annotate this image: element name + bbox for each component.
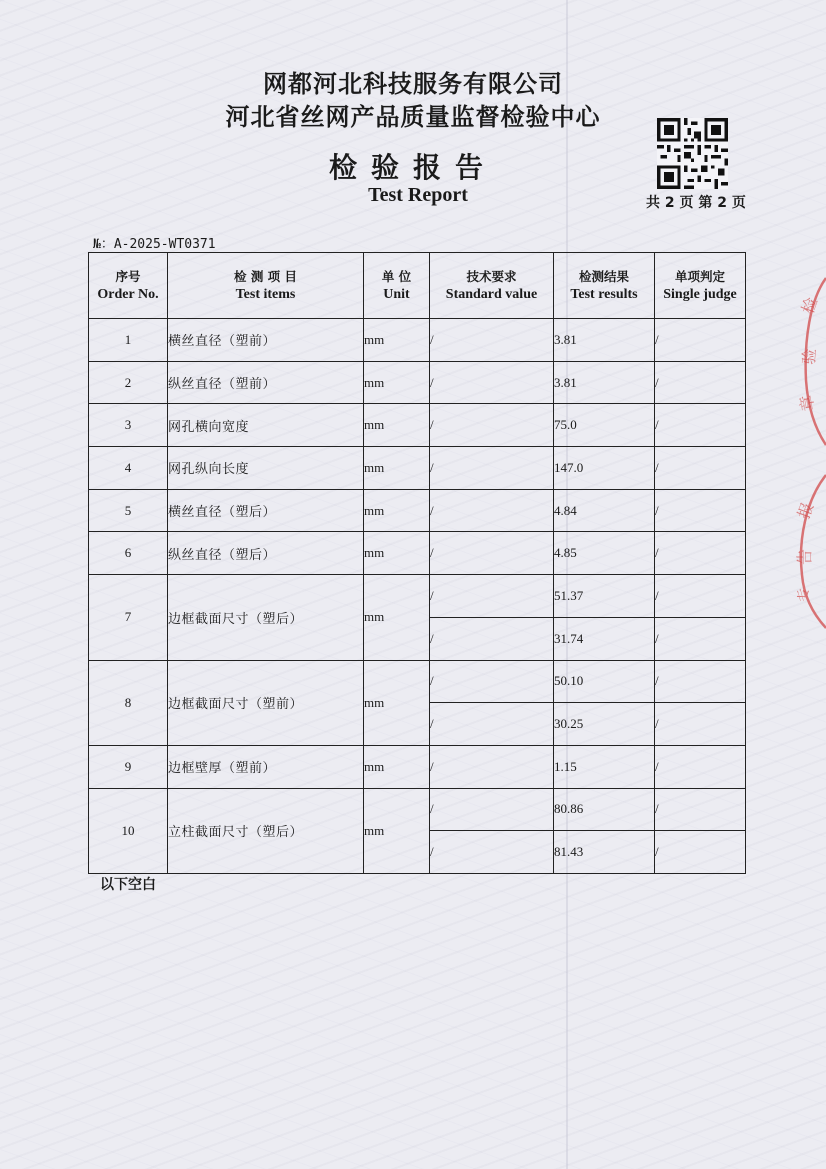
row-test-result: 75.0 xyxy=(554,404,655,447)
row-unit: mm xyxy=(364,319,430,362)
row-single-judge: / xyxy=(655,404,746,447)
row-standard-value: / xyxy=(430,788,554,831)
svg-text:检: 检 xyxy=(797,294,822,317)
svg-text:告: 告 xyxy=(795,548,814,565)
row-order-number: 8 xyxy=(89,660,168,745)
table-row xyxy=(89,447,746,490)
row-single-judge: / xyxy=(655,660,746,703)
row-standard-value: / xyxy=(430,745,554,788)
row-order-number: 7 xyxy=(89,575,168,660)
table-row xyxy=(89,575,746,618)
document-number: №：A-2025-WT0371 xyxy=(93,237,216,252)
header-unit: 单 位 Unit xyxy=(364,253,430,319)
row-test-result: 3.81 xyxy=(554,361,655,404)
row-order-number: 1 xyxy=(89,319,168,362)
row-test-result: 30.25 xyxy=(554,703,655,746)
row-order-number: 10 xyxy=(89,788,168,873)
row-order-number: 5 xyxy=(89,489,168,532)
row-unit: mm xyxy=(364,404,430,447)
row-test-result: 31.74 xyxy=(554,617,655,660)
row-single-judge: / xyxy=(655,447,746,490)
row-test-result: 51.37 xyxy=(554,575,655,618)
row-test-result: 147.0 xyxy=(554,447,655,490)
row-order-number: 3 xyxy=(89,404,168,447)
row-single-judge: / xyxy=(655,319,746,362)
svg-text:报: 报 xyxy=(793,499,818,522)
header-results: 检测结果 Test results xyxy=(554,253,655,319)
test-results-table xyxy=(88,252,746,874)
table-row xyxy=(89,489,746,532)
row-unit: mm xyxy=(364,447,430,490)
table-header xyxy=(89,253,746,319)
row-test-item: 横丝直径（塑前） xyxy=(168,319,364,362)
row-standard-value: / xyxy=(430,404,554,447)
row-test-result: 80.86 xyxy=(554,788,655,831)
header-standard: 技术要求 Standard value xyxy=(430,253,554,319)
header-items: 检 测 项 目 Test items xyxy=(168,253,364,319)
row-unit: mm xyxy=(364,660,430,745)
row-single-judge: / xyxy=(655,788,746,831)
row-standard-value: / xyxy=(430,447,554,490)
row-test-item: 边框截面尺寸（塑前） xyxy=(168,660,364,745)
row-unit: mm xyxy=(364,745,430,788)
report-title-en: Test Report xyxy=(368,184,468,206)
row-unit: mm xyxy=(364,361,430,404)
row-order-number: 9 xyxy=(89,745,168,788)
official-seal-fragment-bottom xyxy=(784,470,826,630)
row-standard-value: / xyxy=(430,575,554,618)
row-standard-value: / xyxy=(430,831,554,874)
row-single-judge: / xyxy=(655,361,746,404)
table-row xyxy=(89,532,746,575)
row-test-result: 4.85 xyxy=(554,532,655,575)
table-row xyxy=(89,745,746,788)
row-unit: mm xyxy=(364,489,430,532)
table-row xyxy=(89,319,746,362)
table-body xyxy=(89,319,746,874)
row-single-judge: / xyxy=(655,575,746,618)
row-test-item: 纵丝直径（塑前） xyxy=(168,361,364,404)
row-order-number: 4 xyxy=(89,447,168,490)
row-single-judge: / xyxy=(655,489,746,532)
row-test-result: 81.43 xyxy=(554,831,655,874)
row-standard-value: / xyxy=(430,703,554,746)
blank-below-note: 以下空白 xyxy=(100,877,156,893)
row-single-judge: / xyxy=(655,532,746,575)
row-test-item: 网孔横向宽度 xyxy=(168,404,364,447)
svg-text:专: 专 xyxy=(794,585,814,604)
row-standard-value: / xyxy=(430,617,554,660)
center-name: 河北省丝网产品质量监督检验中心 xyxy=(225,103,601,131)
table-row xyxy=(89,788,746,831)
header-order: 序号 Order No. xyxy=(89,253,168,319)
row-test-item: 网孔纵向长度 xyxy=(168,447,364,490)
row-test-result: 50.10 xyxy=(554,660,655,703)
table-row xyxy=(89,404,746,447)
row-test-item: 横丝直径（塑后） xyxy=(168,489,364,532)
row-test-item: 纵丝直径（塑后） xyxy=(168,532,364,575)
row-single-judge: / xyxy=(655,617,746,660)
svg-text:章: 章 xyxy=(796,393,818,413)
svg-text:验: 验 xyxy=(799,347,820,366)
row-standard-value: / xyxy=(430,660,554,703)
row-test-result: 4.84 xyxy=(554,489,655,532)
row-single-judge: / xyxy=(655,831,746,874)
row-test-item: 边框壁厚（塑前） xyxy=(168,745,364,788)
header-judge: 单项判定 Single judge xyxy=(655,253,746,319)
row-standard-value: / xyxy=(430,319,554,362)
row-test-item: 立柱截面尺寸（塑后） xyxy=(168,788,364,873)
company-name: 网都河北科技服务有限公司 xyxy=(263,70,563,98)
row-unit: mm xyxy=(364,532,430,575)
table-row xyxy=(89,660,746,703)
row-order-number: 2 xyxy=(89,361,168,404)
report-title-cn: 检验报告 xyxy=(328,151,497,184)
row-unit: mm xyxy=(364,788,430,873)
table-row xyxy=(89,361,746,404)
row-single-judge: / xyxy=(655,703,746,746)
row-standard-value: / xyxy=(430,532,554,575)
row-order-number: 6 xyxy=(89,532,168,575)
row-standard-value: / xyxy=(430,489,554,532)
row-test-result: 1.15 xyxy=(554,745,655,788)
row-test-item: 边框截面尺寸（塑后） xyxy=(168,575,364,660)
qr-code-icon xyxy=(657,118,728,189)
row-single-judge: / xyxy=(655,745,746,788)
page-info: 共 2 页 第 2 页 xyxy=(646,195,746,211)
row-unit: mm xyxy=(364,575,430,660)
row-standard-value: / xyxy=(430,361,554,404)
row-test-result: 3.81 xyxy=(554,319,655,362)
official-seal-fragment-top xyxy=(792,270,826,450)
